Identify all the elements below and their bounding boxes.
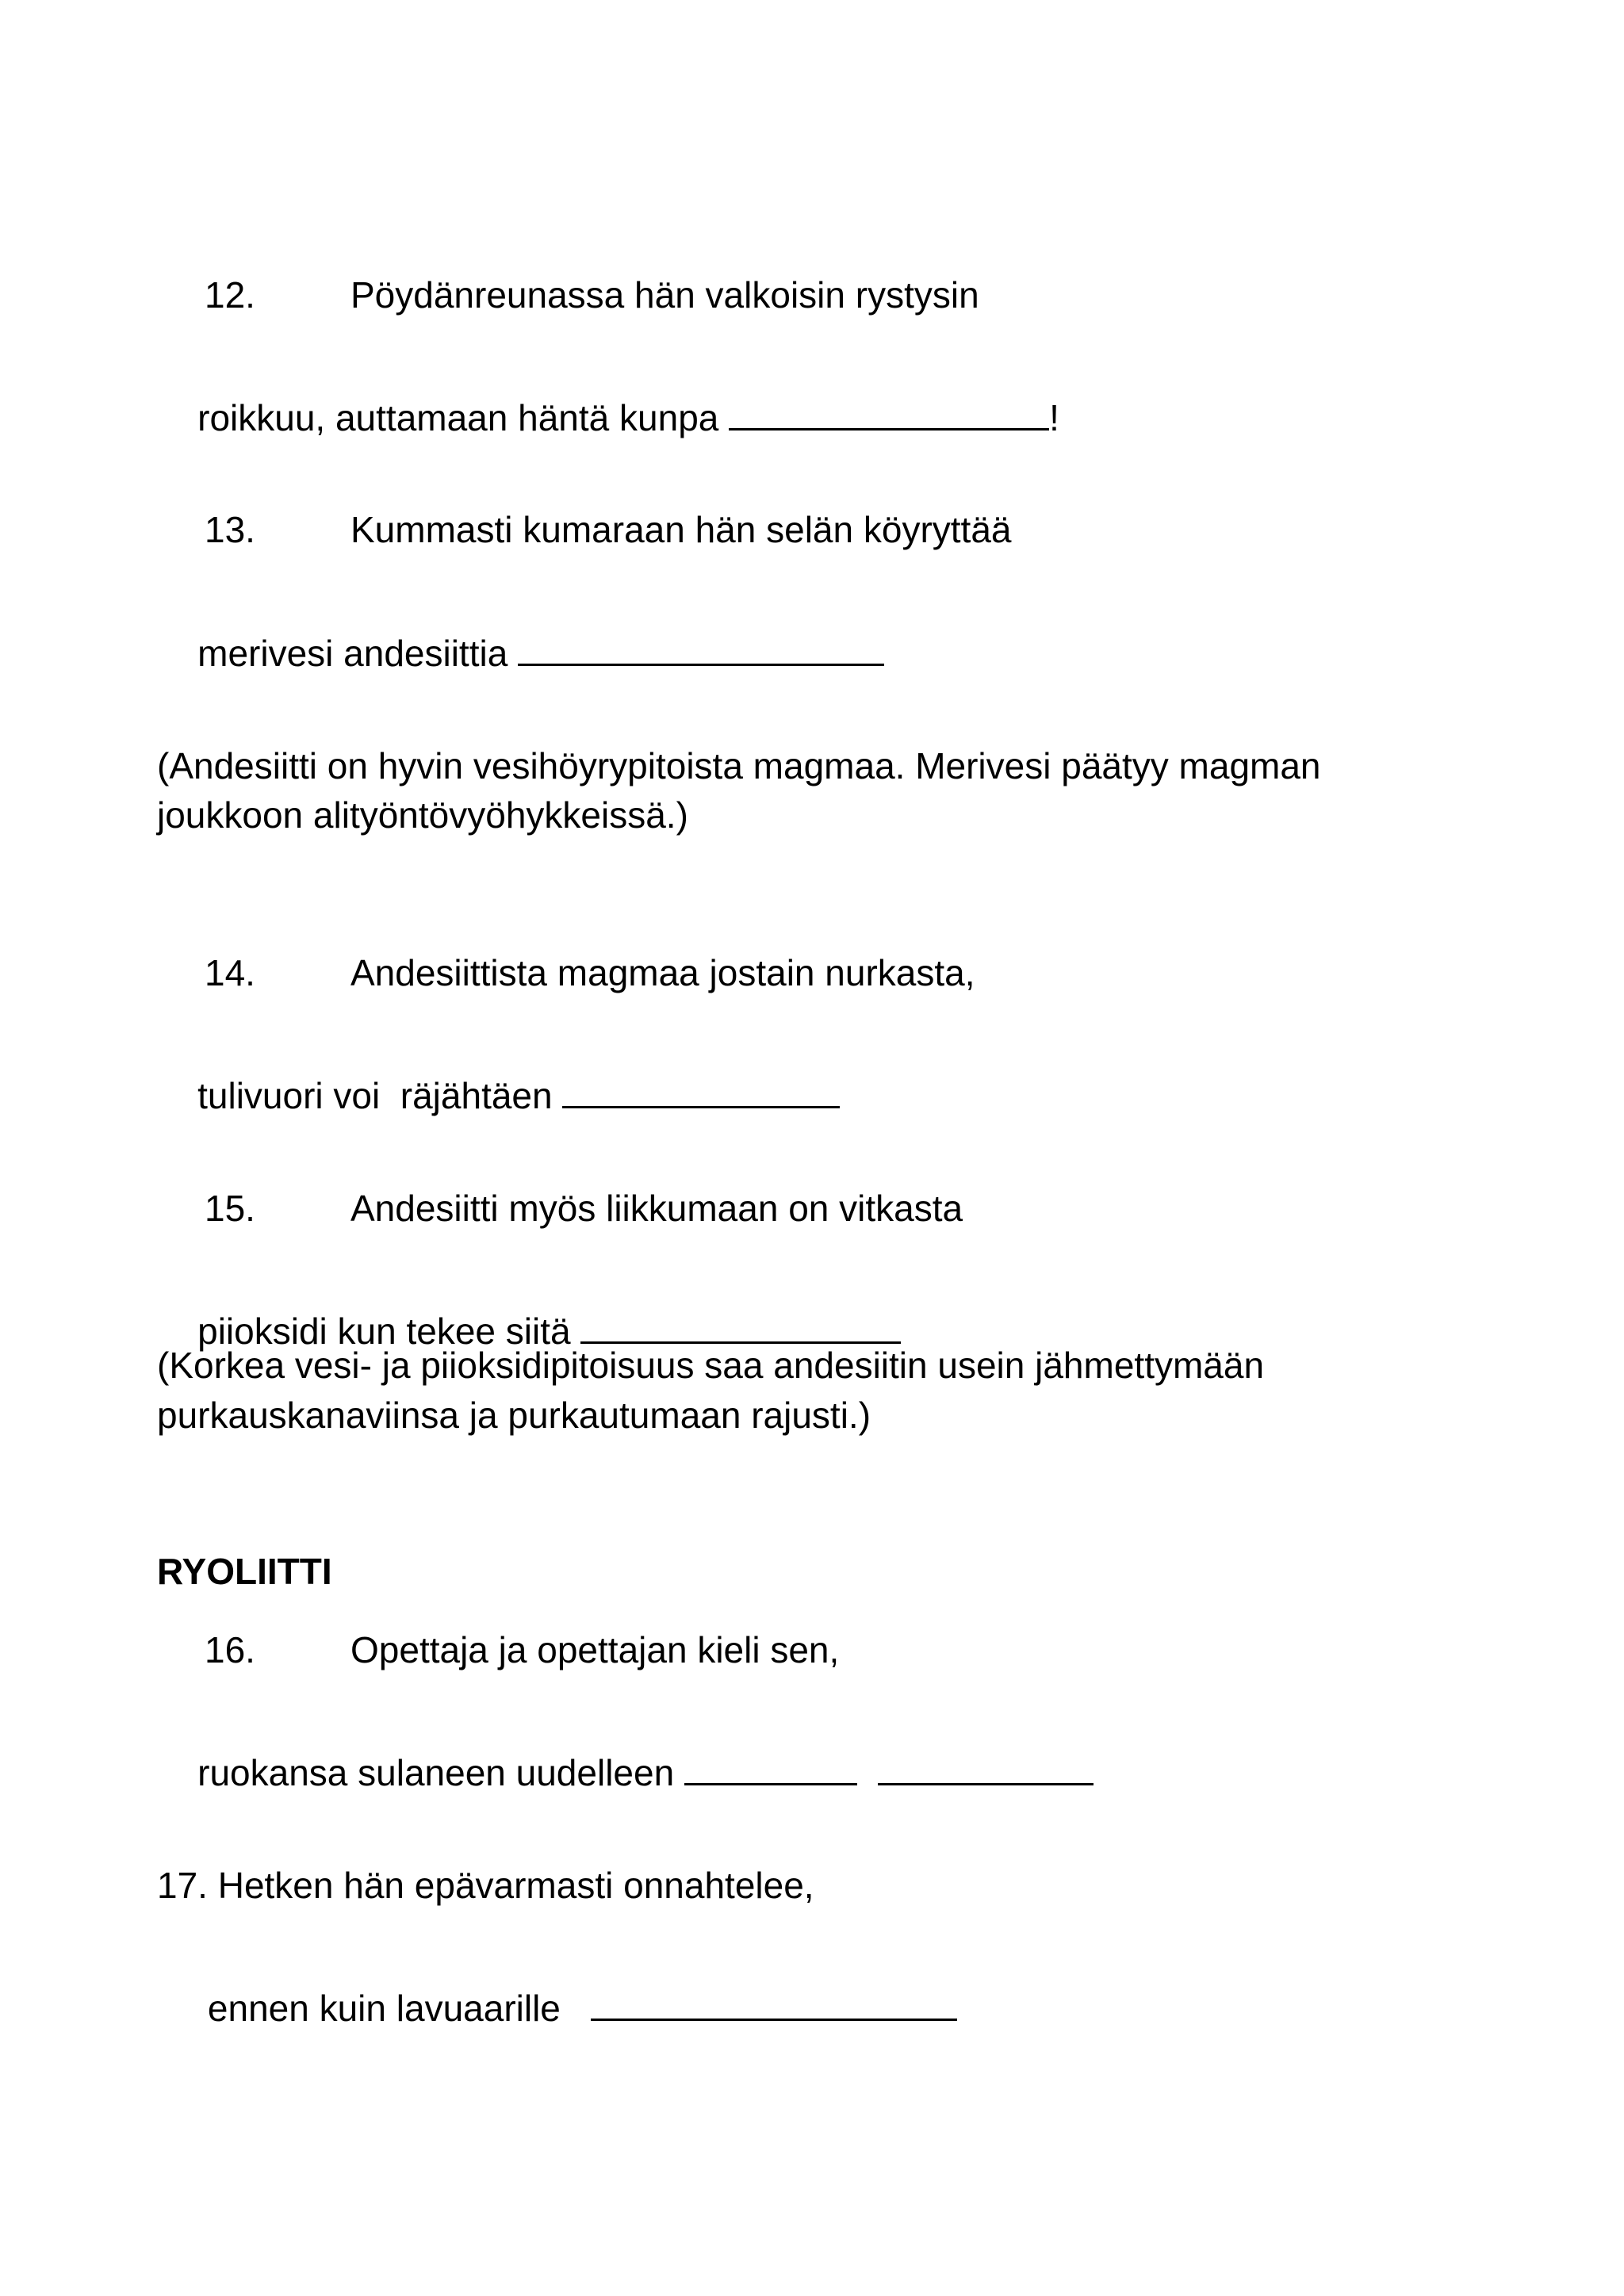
verse-line: Opettaja ja opettajan kieli sen,	[350, 1629, 840, 1670]
verse-text: roikkuu, auttamaan häntä kunpa	[197, 397, 719, 438]
verse-text: merivesi andesiittia	[197, 633, 508, 674]
verse-line: Andesiitti myös liikkumaan on vitkasta	[350, 1188, 963, 1229]
verse-line-with-blank	[157, 351, 1059, 484]
verse-line: Andesiittista magmaa jostain nurkasta,	[350, 952, 975, 993]
answer-blank[interactable]	[518, 632, 884, 666]
verse-text: ennen kuin lavuaarille	[197, 1988, 561, 2029]
verse-text: piioksidi kun tekee siitä	[197, 1311, 571, 1352]
item-number: 14.	[205, 952, 255, 993]
verse-line-with-blank	[157, 1029, 840, 1162]
answer-blank[interactable]	[562, 1074, 840, 1108]
verse-line-with-blank	[157, 587, 884, 720]
verse-line: Pöydänreunassa hän valkoisin rystysin	[350, 274, 979, 316]
answer-blank[interactable]	[580, 1310, 901, 1344]
item-number: 13.	[205, 509, 255, 550]
verse-suffix: !	[1049, 397, 1059, 438]
note-line: (Korkea vesi- ja piioksidipitoisuus saa andesiitin usein jähmettymään	[157, 1345, 1265, 1386]
note-line: purkauskanaviinsa ja purkautumaan rajusti.)	[157, 1395, 871, 1436]
answer-blank[interactable]	[729, 396, 1049, 430]
verse-line-with-blank	[157, 1942, 957, 2075]
verse-text: ruokansa sulaneen uudelleen	[197, 1752, 675, 1793]
item-number: 16.	[205, 1629, 255, 1670]
verse-text: tulivuori voi räjähtäen	[197, 1075, 553, 1116]
note-line: joukkoon alityöntövyöhykkeissä.)	[157, 794, 688, 836]
item-number: 12.	[205, 274, 255, 316]
verse-line: Kummasti kumaraan hän selän köyryttää	[350, 509, 1012, 550]
item-number: 15.	[205, 1188, 255, 1229]
answer-blank[interactable]	[591, 1987, 957, 2021]
answer-blank[interactable]	[878, 1751, 1094, 1785]
verse-line-with-blank	[157, 1706, 1094, 1839]
section-heading: RYOLIITTI	[157, 1551, 332, 1592]
answer-blank[interactable]	[684, 1751, 857, 1785]
note-line: (Andesiitti on hyvin vesihöyrypitoista magmaa. Merivesi päätyy magman	[157, 745, 1321, 786]
verse-line: 17. Hetken hän epävarmasti onnahtelee,	[157, 1865, 814, 1906]
